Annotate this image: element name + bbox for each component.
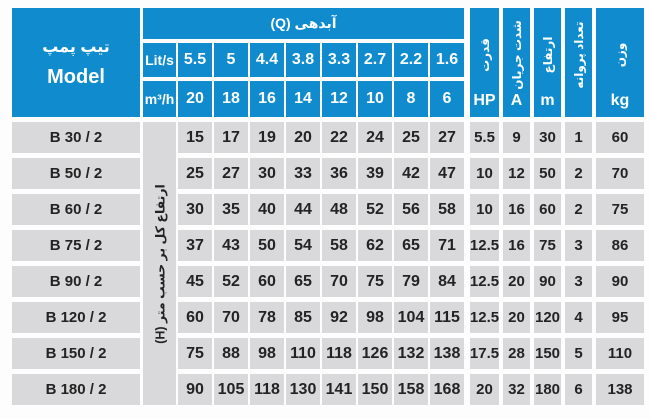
spec-value-cell: 12 xyxy=(503,158,530,189)
spec-value-cell: 6 xyxy=(565,374,592,405)
spec-value-cell: 50 xyxy=(534,158,561,189)
flow-value-cell: 44 xyxy=(286,194,320,225)
flow-value-cell: 33 xyxy=(286,158,320,189)
flow-value-cell: 115 xyxy=(430,302,464,333)
model-name-cell: B 75 / 2 xyxy=(12,230,140,261)
flow-value-cell: 10 xyxy=(358,81,392,117)
spec-value-cell: 12.5 xyxy=(470,266,499,297)
flow-value-cell: 110 xyxy=(286,338,320,369)
flow-value-cell: 36 xyxy=(322,158,356,189)
flow-value-cell: 158 xyxy=(394,374,428,405)
flow-header-section xyxy=(143,8,464,117)
model-name-cell: B 180 / 2 xyxy=(12,374,140,405)
spec-header-label: وزن xyxy=(613,42,627,68)
spec-value-cell: 5.5 xyxy=(470,122,499,153)
flow-value-cell: 20 xyxy=(286,122,320,153)
flow-value-cell: 2.2 xyxy=(394,43,428,77)
flow-value-cell: 37 xyxy=(178,230,212,261)
spec-header-unit: HP xyxy=(473,92,496,109)
flow-values-grid xyxy=(178,122,464,405)
spec-header-unit: m xyxy=(540,92,555,109)
model-header-label-en: Model xyxy=(47,65,105,88)
flow-value-cell: 65 xyxy=(394,230,428,261)
flow-value-cell: 75 xyxy=(178,338,212,369)
flow-value-cell: 130 xyxy=(286,374,320,405)
spec-header-label: قدرت xyxy=(477,37,492,72)
flow-value-cell: 39 xyxy=(358,158,392,189)
flow-value-cell: 5 xyxy=(214,43,248,77)
spec-header-column-2 xyxy=(534,8,561,117)
spec-value-cell: 9 xyxy=(503,122,530,153)
spec-value-cell: 16 xyxy=(503,194,530,225)
total-head-column xyxy=(143,122,176,405)
flow-value-cell: 30 xyxy=(250,158,284,189)
spec-value-cell: 4 xyxy=(565,302,592,333)
flow-value-cell: 85 xyxy=(286,302,320,333)
model-header-label-fa: تیپ پمپ xyxy=(42,38,110,56)
model-name-cell: B 30 / 2 xyxy=(12,122,140,153)
flow-value-cell: 60 xyxy=(250,266,284,297)
flow-title: آبدهی (Q) xyxy=(143,8,464,39)
spec-header-column-1 xyxy=(503,8,530,117)
flow-value-cell: 138 xyxy=(430,338,464,369)
flow-value-cell: 19 xyxy=(250,122,284,153)
flow-value-cell: 27 xyxy=(214,158,248,189)
flow-value-cell: 88 xyxy=(214,338,248,369)
spec-value-cell: 20 xyxy=(503,302,530,333)
flow-value-cell: 8 xyxy=(394,81,428,117)
spec-value-cell: 180 xyxy=(534,374,561,405)
spec-value-cell: 17.5 xyxy=(470,338,499,369)
flow-unit-lps: Lit/s xyxy=(143,43,176,77)
flow-value-cell: 75 xyxy=(358,266,392,297)
spec-value-cell: 12.5 xyxy=(470,230,499,261)
spec-header-label: ارتفاع xyxy=(540,36,555,74)
flow-value-cell: 98 xyxy=(358,302,392,333)
spec-value-cell: 32 xyxy=(503,374,530,405)
flow-value-cell: 126 xyxy=(358,338,392,369)
spec-value-cell: 90 xyxy=(596,266,644,297)
spec-value-cell: 5 xyxy=(565,338,592,369)
flow-value-cell: 47 xyxy=(430,158,464,189)
spec-value-cell: 16 xyxy=(503,230,530,261)
model-name-cell: B 120 / 2 xyxy=(12,302,140,333)
model-name-cell: B 150 / 2 xyxy=(12,338,140,369)
flow-value-cell: 141 xyxy=(322,374,356,405)
flow-value-cell: 1.6 xyxy=(430,43,464,77)
flow-value-cell: 52 xyxy=(358,194,392,225)
flow-value-cell: 12 xyxy=(322,81,356,117)
flow-value-cell: 79 xyxy=(394,266,428,297)
spec-value-cell: 60 xyxy=(596,122,644,153)
flow-value-cell: 50 xyxy=(250,230,284,261)
spec-value-cell: 20 xyxy=(503,266,530,297)
spec-header-unit: kg xyxy=(610,92,630,109)
spec-value-cell: 70 xyxy=(596,158,644,189)
flow-value-cell: 58 xyxy=(322,230,356,261)
flow-value-cell: 25 xyxy=(178,158,212,189)
flow-value-cell: 58 xyxy=(430,194,464,225)
flow-value-cell: 25 xyxy=(394,122,428,153)
flow-value-cell: 56 xyxy=(394,194,428,225)
flow-unit-m3h: m³/h xyxy=(143,81,176,117)
spec-value-cell: 3 xyxy=(565,266,592,297)
spec-value-cell: 110 xyxy=(596,338,644,369)
flow-value-cell: 24 xyxy=(358,122,392,153)
spec-value-cell: 10 xyxy=(470,194,499,225)
spec-value-cell: 86 xyxy=(596,230,644,261)
flow-value-cell: 2.7 xyxy=(358,43,392,77)
flow-value-cell: 71 xyxy=(430,230,464,261)
spec-value-cell: 2 xyxy=(565,194,592,225)
flow-value-cell: 22 xyxy=(322,122,356,153)
flow-value-cell: 17 xyxy=(214,122,248,153)
flow-value-cell: 60 xyxy=(178,302,212,333)
spec-value-cell: 3 xyxy=(565,230,592,261)
spec-value-cell: 12.5 xyxy=(470,302,499,333)
flow-value-cell: 16 xyxy=(250,81,284,117)
spec-value-cell: 90 xyxy=(534,266,561,297)
spec-value-cell: 75 xyxy=(596,194,644,225)
flow-value-cell: 14 xyxy=(286,81,320,117)
flow-value-cell: 40 xyxy=(250,194,284,225)
flow-value-cell: 6 xyxy=(430,81,464,117)
spec-header-label: تعداد پروانه xyxy=(571,21,586,89)
spec-value-cell: 95 xyxy=(596,302,644,333)
model-header-cell xyxy=(12,8,140,117)
flow-value-cell: 70 xyxy=(322,266,356,297)
flow-value-cell: 20 xyxy=(178,81,212,117)
flow-value-cell: 104 xyxy=(394,302,428,333)
model-name-cell: B 60 / 2 xyxy=(12,194,140,225)
flow-value-cell: 43 xyxy=(214,230,248,261)
flow-value-cell: 27 xyxy=(430,122,464,153)
flow-value-cell: 4.4 xyxy=(250,43,284,77)
flow-value-cell: 45 xyxy=(178,266,212,297)
flow-value-cell: 18 xyxy=(214,81,248,117)
spec-values-grid xyxy=(470,122,644,405)
spec-value-cell: 2 xyxy=(565,158,592,189)
flow-value-cell: 52 xyxy=(214,266,248,297)
flow-value-cell: 5.5 xyxy=(178,43,212,77)
spec-header-label: شدت جریان xyxy=(509,20,524,90)
spec-value-cell: 10 xyxy=(470,158,499,189)
flow-value-cell: 105 xyxy=(214,374,248,405)
model-column xyxy=(12,122,140,405)
flow-value-cell: 150 xyxy=(358,374,392,405)
flow-value-cell: 90 xyxy=(178,374,212,405)
spec-header-column-4 xyxy=(596,8,644,117)
flow-value-cell: 15 xyxy=(178,122,212,153)
spec-value-cell: 75 xyxy=(534,230,561,261)
model-name-cell: B 50 / 2 xyxy=(12,158,140,189)
flow-value-cell: 78 xyxy=(250,302,284,333)
flow-value-cell: 35 xyxy=(214,194,248,225)
flow-value-cell: 3.3 xyxy=(322,43,356,77)
spec-value-cell: 138 xyxy=(596,374,644,405)
total-head-label: ارتفاع کل بر حسب متر (H) xyxy=(153,183,167,344)
flow-value-cell: 98 xyxy=(250,338,284,369)
flow-value-cell: 65 xyxy=(286,266,320,297)
flow-value-cell: 42 xyxy=(394,158,428,189)
flow-value-cell: 3.8 xyxy=(286,43,320,77)
flow-row-lps xyxy=(143,43,464,77)
spec-header-section xyxy=(470,8,644,117)
spec-value-cell: 28 xyxy=(503,338,530,369)
flow-value-cell: 168 xyxy=(430,374,464,405)
spec-value-cell: 150 xyxy=(534,338,561,369)
spec-header-column-0 xyxy=(470,8,499,117)
spec-value-cell: 30 xyxy=(534,122,561,153)
flow-row-m3h xyxy=(143,81,464,117)
flow-value-cell: 62 xyxy=(358,230,392,261)
flow-value-cell: 92 xyxy=(322,302,356,333)
model-name-cell: B 90 / 2 xyxy=(12,266,140,297)
flow-value-cell: 118 xyxy=(250,374,284,405)
flow-value-cell: 54 xyxy=(286,230,320,261)
flow-value-cell: 84 xyxy=(430,266,464,297)
flow-value-cell: 70 xyxy=(214,302,248,333)
spec-value-cell: 1 xyxy=(565,122,592,153)
flow-value-cell: 48 xyxy=(322,194,356,225)
flow-value-cell: 118 xyxy=(322,338,356,369)
spec-value-cell: 60 xyxy=(534,194,561,225)
spec-value-cell: 120 xyxy=(534,302,561,333)
spec-header-unit: A xyxy=(510,92,523,109)
flow-value-cell: 132 xyxy=(394,338,428,369)
flow-value-cell: 30 xyxy=(178,194,212,225)
spec-value-cell: 20 xyxy=(470,374,499,405)
spec-header-column-3 xyxy=(565,8,592,117)
